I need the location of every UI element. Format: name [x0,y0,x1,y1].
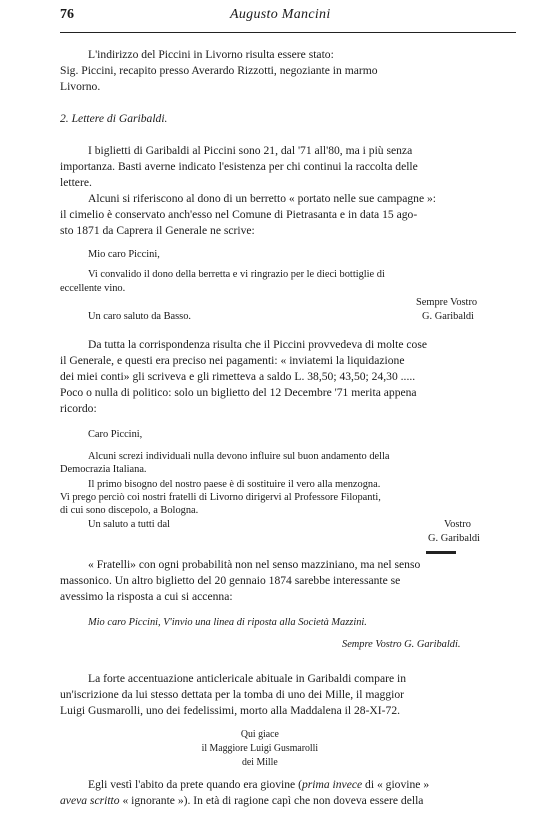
intro-line-3: Livorno. [60,80,101,93]
letter2-body-4: Vi prego perciò coi nostri fratelli di Livorno dirigervi al Professore Filopanti, [60,492,381,503]
letter3-closing: Sempre Vostro G. Garibaldi. [342,639,461,650]
para4-line-2: massonico. Un altro biglietto del 20 gennaio 1874 sarebbe interessante se [60,574,401,587]
para3-line-5: ricordo: [60,402,97,415]
para3-line-1: Da tutta la corrispondenza risulta che il Piccini provvedeva di molte cose [88,338,428,351]
para1-line-3: lettere. [60,176,92,189]
para6-line-2-b: « ignorante »). In età di ragione capì che non doveva essere della [119,794,424,807]
header-rule [60,32,516,33]
running-title: Augusto Mancini [230,7,331,22]
letter1-body-1: Vi convalido il dono della berretta e vi ringrazio per le dieci bottiglie di [88,269,385,280]
para1-line-1: I biglietti di Garibaldi al Piccini sono 21, dal '71 all'80, ma i più senza [88,144,413,157]
para5-line-1: La forte accentuazione anticlericale abituale in Garibaldi compare in [88,672,407,685]
para4-line-3: avessimo la risposta a cui si accenna: [60,590,233,603]
epitaph-line-3: dei Mille [242,757,278,768]
para6-line-2-italic: aveva scritto [60,794,120,807]
letter2-body-1: Alcuni screzi individuali nulla devono influire sul buon andamento della [88,451,390,462]
para4-line-1: « Fratelli» con ogni probabilità non nel senso mazziniano, ma nel senso [88,558,421,571]
para3-line-2: il Generale, e questi era preciso nei pagamenti: « inviatemi la liquidazione [60,354,405,367]
para6-line-1 [88,778,429,792]
para6-line-2 [60,794,423,808]
letter3-line: Mio caro Piccini, V'invio una linea di riposta alla Società Mazzini. [88,617,367,628]
para2-line-3: sto 1871 da Caprera il Generale ne scrive: [60,224,255,237]
letter1-closing-left: Un caro saluto da Basso. [88,311,192,322]
letter2-body-5: di cui sono discepolo, a Bologna. [60,505,199,516]
para6-line-1-a: Egli vestì l'abito da prete quando era giovine ( [88,778,302,791]
para2-line-2: il cimelio è conservato anch'esso nel Comune di Pietrasanta e in data 15 ago- [60,208,418,221]
letter2-closing-1: Vostro [444,519,471,530]
para3-line-4: Poco o nulla di politico: solo un biglietto del 12 Decembre '71 merita appena [60,386,417,399]
letter2-closing-left: Un saluto a tutti dal [88,519,170,530]
letter2-signature: G. Garibaldi [428,533,480,544]
section-heading: 2. Lettere di Garibaldi. [60,112,168,125]
epitaph-line-2: il Maggiore Luigi Gusmarolli [201,743,319,754]
para2-line-1: Alcuni si riferiscono al dono di un berretto « portato nelle sue campagne »: [88,192,437,205]
para1-line-2: importanza. Basti averne indicato l'esistenza per chi continui la raccolta delle [60,160,418,173]
ink-mark [426,551,456,554]
letter1-signature: G. Garibaldi [422,311,474,322]
letter1-closing-1: Sempre Vostro [416,297,478,308]
letter2-body-2: Democrazia Italiana. [60,464,147,475]
epitaph-line-1: Qui giace [240,729,279,740]
page-number: 76 [60,7,74,22]
para3-line-3: dei miei conti» gli scriveva e gli rimetteva a saldo L. 38,50; 43,50; 24,30 ..... [60,370,416,383]
intro-line-1: L'indirizzo del Piccini in Livorno risulta essere stato: [88,48,334,61]
letter1-body-2: eccellente vino. [60,283,126,294]
para5-line-3: Luigi Gusmarolli, uno dei fedelissimi, morto alla Maddalena il 28-XI-72. [60,704,401,717]
intro-line-2: Sig. Piccini, recapito presso Averardo Rizzotti, negoziante in marmo [60,64,378,77]
para6-line-1-b: di « giovine » [362,778,430,791]
para6-line-1-italic: prima invece [301,778,363,791]
letter2-salutation: Caro Piccini, [88,429,143,440]
letter1-salutation: Mio caro Piccini, [88,249,160,260]
letter2-body-3: Il primo bisogno del nostro paese è di sostituire il vero alla menzogna. [88,479,381,490]
para5-line-2: un'iscrizione da lui stesso dettata per la tomba di uno dei Mille, il maggior [60,688,405,701]
